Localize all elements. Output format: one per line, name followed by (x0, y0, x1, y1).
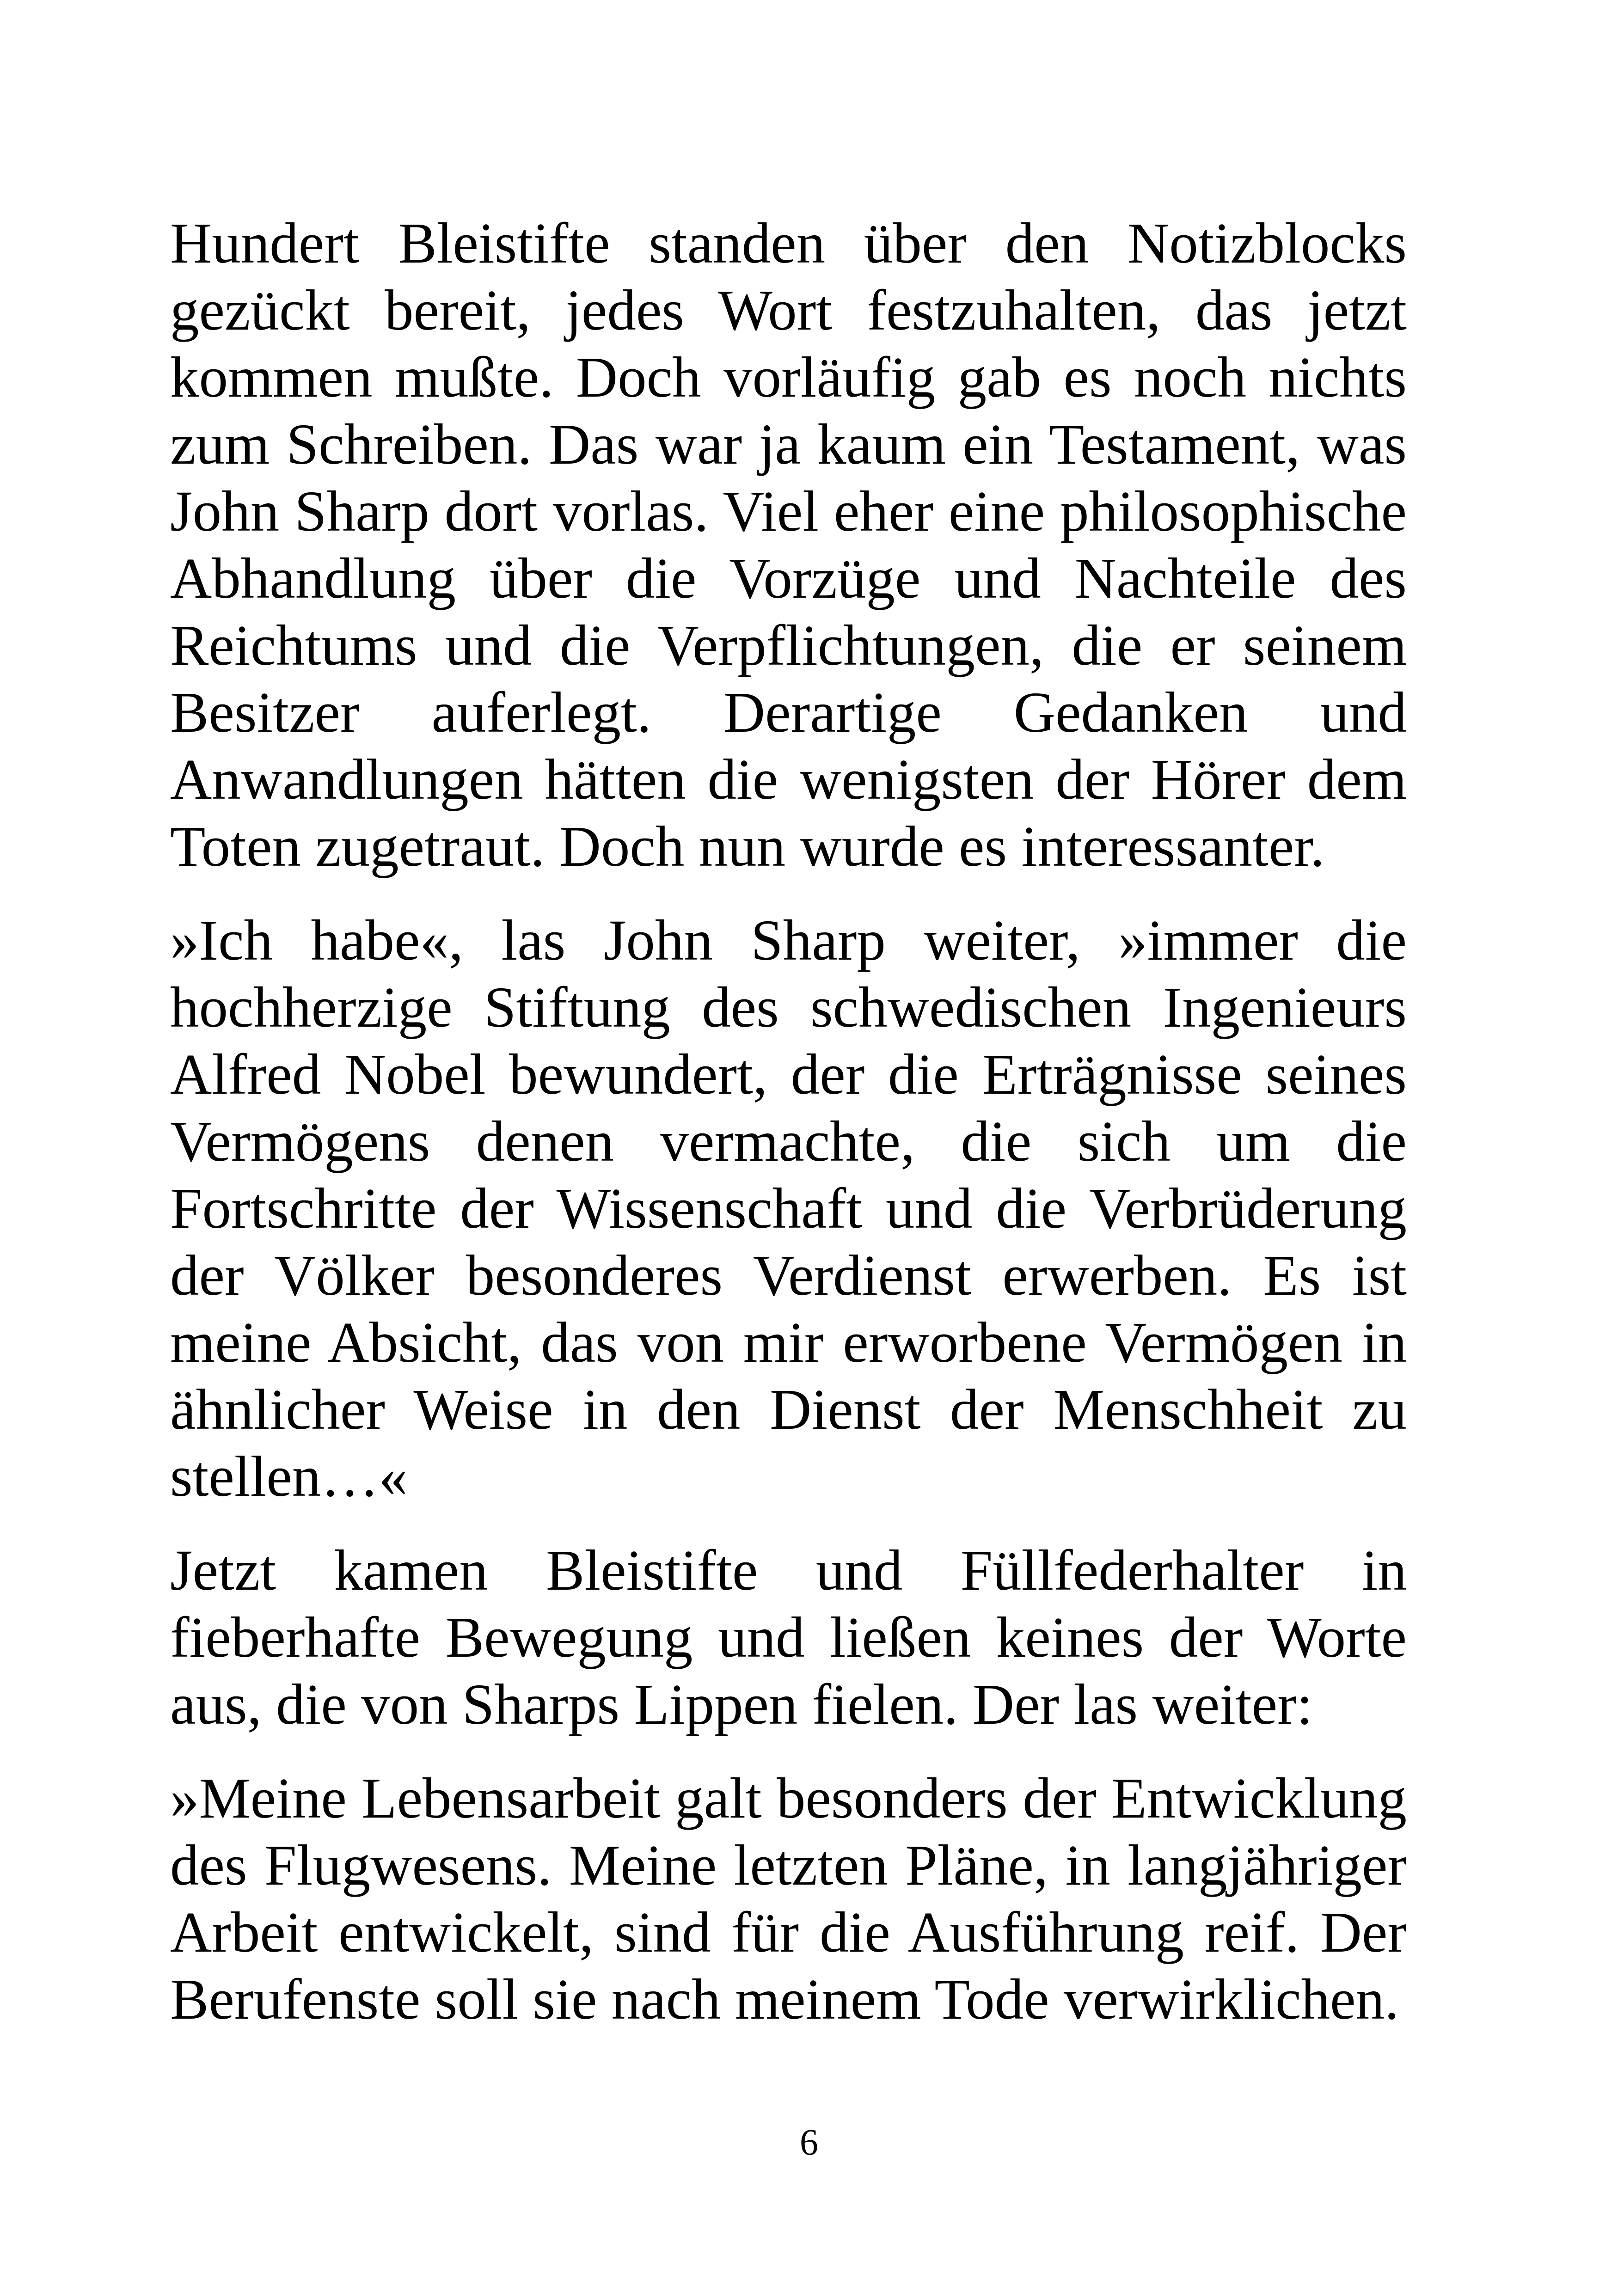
paragraph-4: »Meine Lebensarbeit galt besonders der Entwicklung des Flugwesens. Meine letzten Pläne, in langjähriger Arbeit entwickelt, sind für die Ausführung reif. Der Berufenste soll sie nach meinem Tode verwirklichen. (170, 1767, 1407, 2032)
body-text (170, 210, 1407, 2033)
page-number: 6 (800, 2122, 818, 2163)
paragraph-1: Hundert Bleistifte standen über den Notizblocks gezückt bereit, jedes Wort festzuhalten, das jetzt kommen mußte. Doch vorläufig gab es noch nichts zum Schreiben. Das war ja kaum ein Testament, was John Sharp dort vorlas. Viel eher eine philosophische Abhandlung über die Vorzüge und Nachteile des Reichtums und die Verpflichtungen, die er seinem Besitzer auferlegt. Derartige Gedanken und Anwandlungen hätten die wenigsten der Hörer dem Toten zugetraut. Doch nun wurde es interessanter. (170, 212, 1407, 879)
paragraph-2: »Ich habe«, las John Sharp weiter, »immer die hochherzige Stiftung des schwedischen Ingenieurs Alfred Nobel bewundert, der die Erträgnisse seines Vermögens denen vermachte, die sich um die Fortschritte der Wissenschaft und die Verbrüderung der Völker besonderes Verdienst erwerben. Es ist meine Absicht, das von mir erworbene Vermögen in ähnlicher Weise in den Dienst der Menschheit zu stellen…« (170, 909, 1407, 1509)
paragraph-3: Jetzt kamen Bleistifte und Füllfederhalter in fieberhafte Bewegung und ließen keines der Worte aus, die von Sharps Lippen fielen. Der las weiter: (170, 1539, 1407, 1737)
